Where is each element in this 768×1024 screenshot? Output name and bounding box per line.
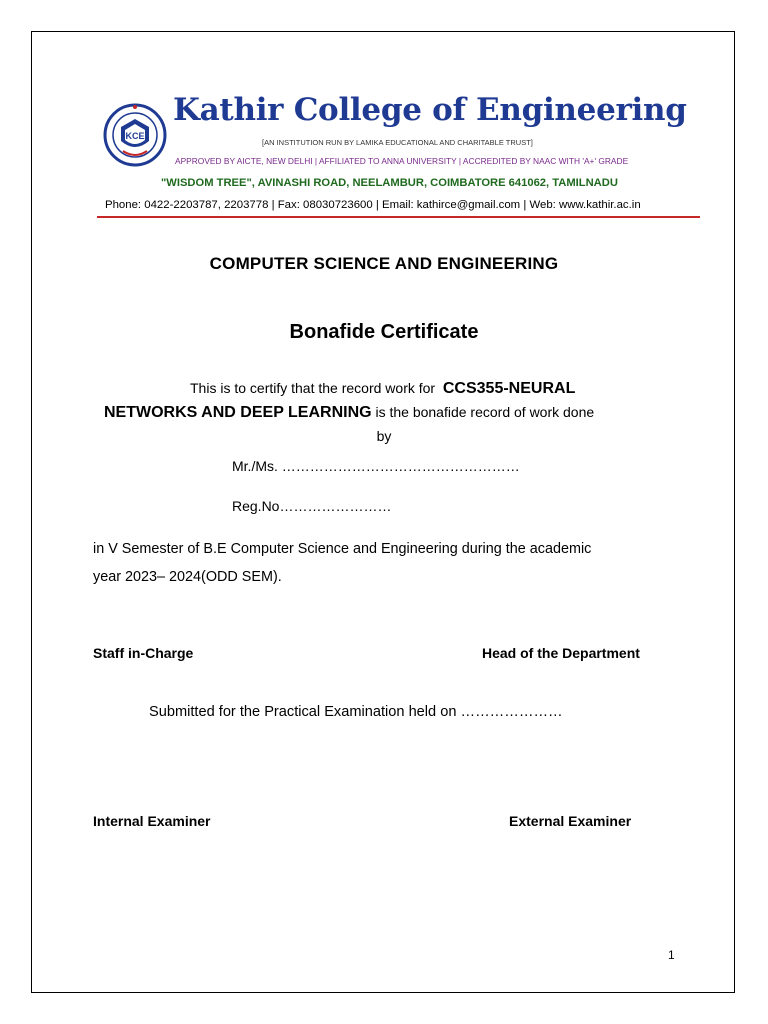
student-name-line: Mr./Ms. …………………………………………… bbox=[232, 458, 520, 474]
seal-center-text: KCE bbox=[125, 131, 145, 141]
course-code: CCS355-NEURAL bbox=[442, 380, 576, 397]
header-divider bbox=[97, 216, 700, 218]
approval-line: APPROVED BY AICTE, NEW DELHI | AFFILIATED TO ANNA UNIVERSITY | ACCREDITED BY NAAC WITH 'A+' GRADE bbox=[175, 156, 629, 166]
internal-examiner-label: Internal Examiner bbox=[93, 813, 211, 829]
semester-line-2: year 2023– 2024(ODD SEM). bbox=[93, 569, 282, 585]
register-number-line: Reg.No…………………… bbox=[232, 498, 392, 514]
trust-line: [AN INSTITUTION RUN BY LAMIKA EDUCATIONAL AND CHARITABLE TRUST] bbox=[262, 138, 533, 147]
external-examiner-label: External Examiner bbox=[509, 813, 632, 829]
certify-line-2 bbox=[104, 404, 594, 422]
course-name: NETWORKS AND DEEP LEARNING bbox=[104, 404, 372, 421]
certify-intro: This is to certify that the record work for bbox=[190, 380, 436, 396]
certify-after-course: is the bonafide record of work done bbox=[371, 404, 595, 420]
staff-in-charge-label: Staff in-Charge bbox=[93, 645, 194, 661]
semester-line-1: in V Semester of B.E Computer Science and Engineering during the academic bbox=[93, 541, 592, 557]
address-line: "WISDOM TREE", AVINASHI ROAD, NEELAMBUR, COIMBATORE 641062, TAMILNADU bbox=[161, 177, 618, 189]
page-number: 1 bbox=[668, 948, 675, 962]
head-of-department-label: Head of the Department bbox=[482, 645, 640, 661]
contact-line: Phone: 0422-2203787, 2203778 | Fax: 08030723600 | Email: kathirce@gmail.com | Web: www.kathir.ac.in bbox=[105, 199, 641, 211]
college-name: Kathir College of Engineering bbox=[173, 92, 687, 128]
submitted-for-exam-line: Submitted for the Practical Examination held on ………………… bbox=[149, 704, 563, 720]
certify-by: by bbox=[376, 428, 392, 444]
certify-line-1 bbox=[190, 380, 575, 398]
department-title: COMPUTER SCIENCE AND ENGINEERING bbox=[209, 254, 559, 273]
college-seal-logo bbox=[103, 101, 167, 173]
certificate-title: Bonafide Certificate bbox=[289, 321, 479, 343]
